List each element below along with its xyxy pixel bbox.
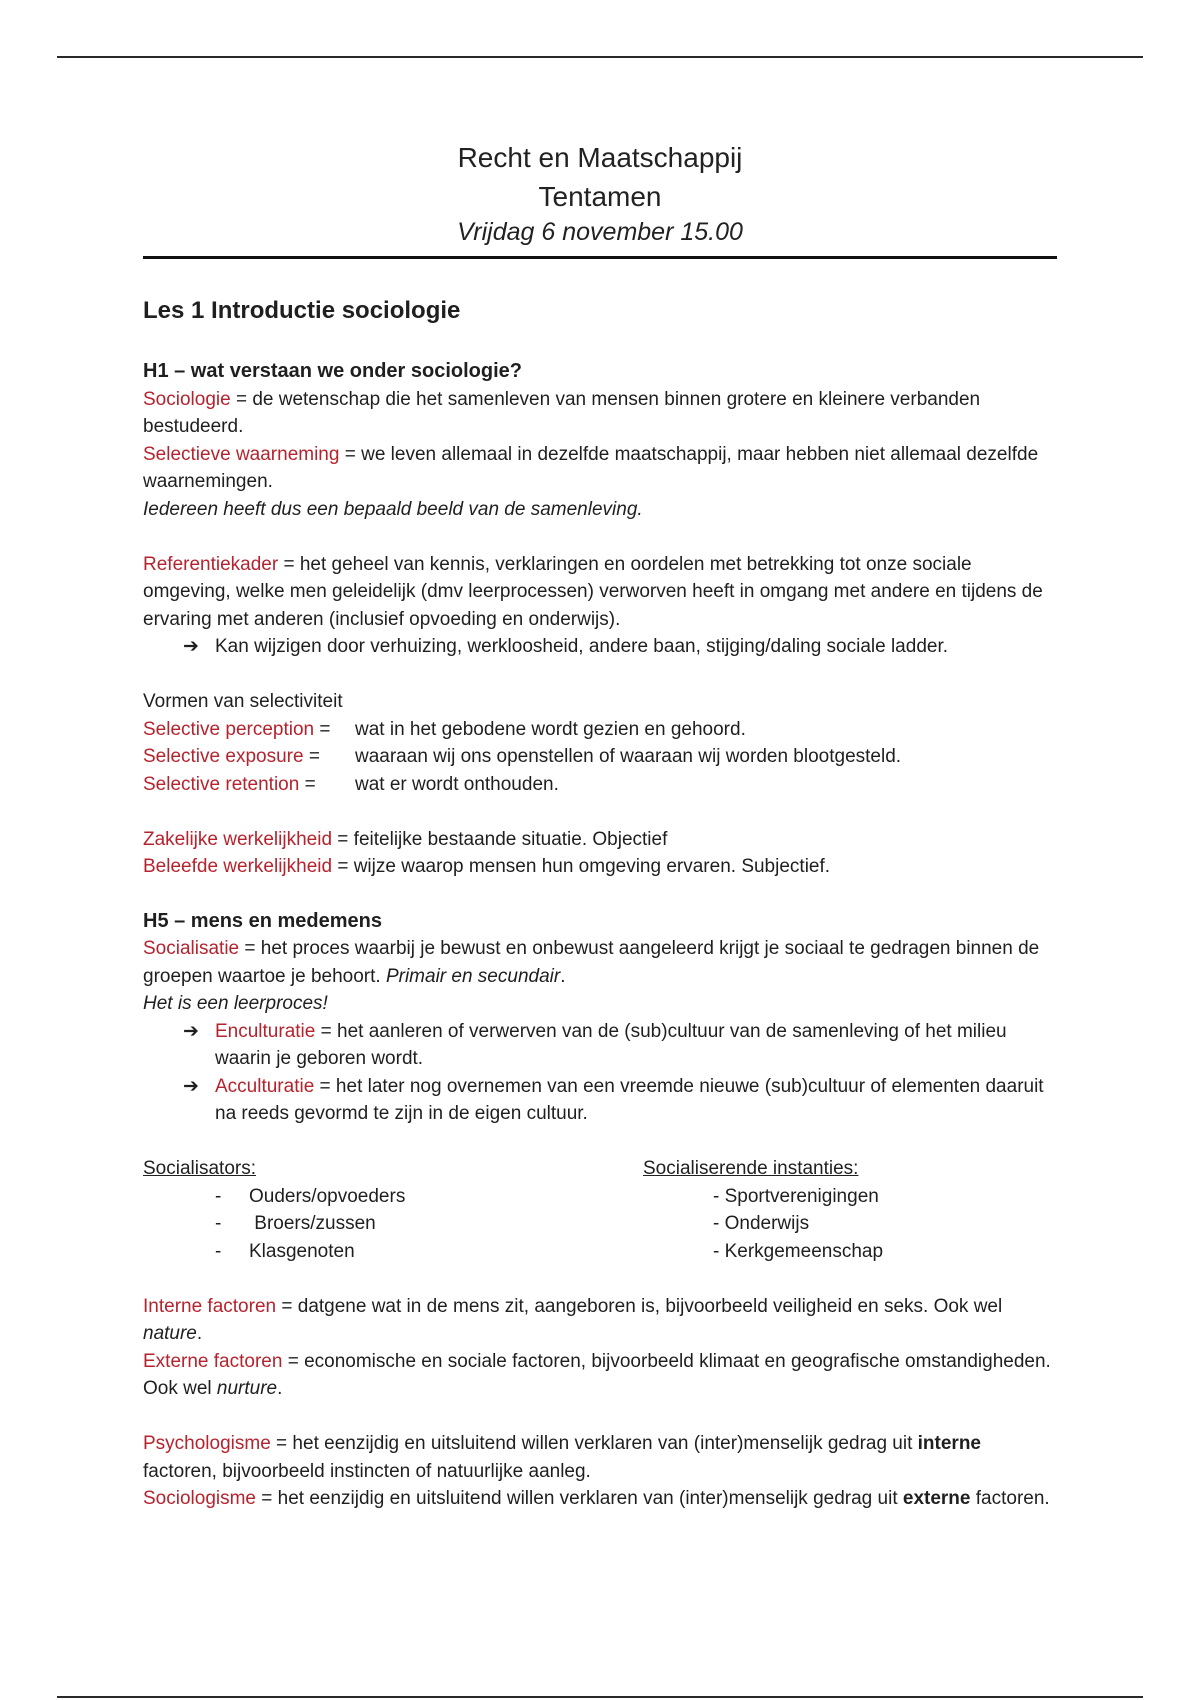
equals-sign: = (303, 746, 331, 767)
term-label: Sociologie (143, 388, 231, 410)
document-subtitle: Tentamen (538, 181, 662, 212)
exam-date: Vrijdag 6 november 15.00 (457, 218, 743, 246)
definition-text: = we leven allemaal in dezelfde maatschappij, maar hebben niet allemaal dezelfde waarnemingen. (143, 443, 1039, 492)
right-arrow-icon: ➔ (183, 1075, 199, 1097)
definition-socialisatie: Socialisatie = het proces waarbij je bewust en onbewust aangeleerd krijgt je sociaal te gedragen binnen de groepen waartoe je behoort. Primair en secundair. (143, 938, 1040, 987)
term-label: Selective retention (143, 773, 300, 795)
definition-text: = het eenzijdig en uitsluitend willen verklaren van (inter)menselijk gedrag uit (256, 1488, 903, 1509)
definition-text: wat er wordt onthouden. (355, 773, 559, 795)
socialisation-columns (143, 1155, 1057, 1265)
selective-exposure-row (143, 743, 1057, 771)
note-text: Het is een leerproces! (143, 993, 328, 1014)
list-item: - Klasgenoten (215, 1240, 355, 1262)
arrow-bullet-acculturatie (143, 1073, 1057, 1128)
note-text: Iedereen heeft dus een bepaald beeld van de samenleving. (143, 498, 643, 520)
title-block (143, 138, 1057, 259)
definition-text: = de wetenschap die het samenleven van mensen binnen grotere en kleinere verbanden bestudeerd. (143, 388, 981, 437)
document-title: Recht en Maatschappij (457, 142, 743, 173)
definition-sociologisme: Sociologisme = het eenzijdig en uitsluitend willen verklaren van (inter)menselijk gedrag uit externe factoren. (143, 1488, 1050, 1509)
definition-externe-factoren: Externe factoren = economische en sociale factoren, bijvoorbeeld klimaat en geografische omstandigheden. Ook wel nurture. (143, 1350, 1051, 1399)
definition-sociologie (143, 386, 1057, 441)
title-underline (143, 256, 1057, 259)
term-label: Referentiekader (143, 553, 279, 575)
definition-beleefde-werkelijkheid (143, 853, 1057, 881)
definition-text: waaraan wij ons openstellen of waaraan wij worden blootgesteld. (355, 746, 902, 767)
definition-psychologisme: Psychologisme = het eenzijdig en uitsluitend willen verklaren van (inter)menselijk gedrag uit interne factoren, bijvoorbeeld instincten of natuurlijke aanleg. (143, 1433, 982, 1482)
list-item: - Ouders/opvoeders (215, 1185, 406, 1207)
definition-text: = het geheel van kennis, verklaringen en oordelen met betrekking tot onze sociale omgeving, welke men geleidelijk (dmv leerprocessen) verworven heeft in omgang met andere en tijdens de ervaring met anderen (inclusief opvoeding en onderwijs). (143, 553, 1043, 630)
term-label: Socialisatie (143, 938, 240, 959)
term-label: Enculturatie (215, 1020, 316, 1042)
term-label: Psychologisme (143, 1433, 271, 1454)
definition-text: = feitelijke bestaande situatie. Objectief (332, 828, 668, 850)
note-beeld (143, 496, 1057, 524)
socialisators-title: Socialisators: (143, 1158, 256, 1179)
bullet-text: Kan wijzigen door verhuizing, werkloosheid, andere baan, stijging/daling sociale ladder. (215, 636, 949, 657)
lesson-heading: Les 1 Introductie sociologie (143, 297, 461, 324)
arrow-bullet-enculturatie (143, 1018, 1057, 1073)
definition-selectieve-waarneming (143, 441, 1057, 496)
italic-text: Primair en secundair (385, 965, 561, 987)
term-label: Externe factoren (143, 1350, 283, 1372)
socialisators-column (143, 1155, 643, 1265)
term-label: Interne factoren (143, 1295, 277, 1317)
definition-text: = het proces waarbij je bewust en onbewust aangeleerd krijgt je sociaal te gedragen binnen de groepen waartoe je behoort. (143, 938, 1040, 987)
right-arrow-icon: ➔ (183, 1020, 199, 1042)
list-item: - Kerkgemeenschap (713, 1240, 884, 1262)
equals-sign: = (314, 718, 342, 740)
definition-interne-factoren: Interne factoren = datgene wat in de mens zit, aangeboren is, bijvoorbeeld veiligheid en seks. Ook wel nature. (143, 1295, 1003, 1344)
arrow-bullet (143, 633, 1057, 661)
term-label: Selectieve waarneming (143, 443, 340, 465)
definition-zakelijke-werkelijkheid (143, 826, 1057, 854)
definition-text: wat in het gebodene wordt gezien en gehoord. (355, 718, 746, 740)
definition-text: = het eenzijdig en uitsluitend willen verklaren van (inter)menselijk gedrag uit (270, 1433, 918, 1454)
page-bottom-rule (57, 1696, 1143, 1698)
definition-referentiekader (143, 551, 1057, 634)
term-label: Acculturatie (215, 1075, 315, 1097)
term-label: Selective exposure (143, 746, 304, 767)
page-top-rule (57, 56, 1143, 58)
selective-perception-row (143, 716, 1057, 744)
definition-text: = datgene wat in de mens zit, aangeboren is, bijvoorbeeld veiligheid en seks. Ook wel (276, 1295, 1003, 1317)
definition-text: = het aanleren of verwerven van de (sub)cultuur van de samenleving of het milieu waarin je geboren wordt. (215, 1020, 1007, 1069)
list-item: - Onderwijs (713, 1213, 810, 1234)
note-leerproces (143, 990, 1057, 1018)
definition-text: = het later nog overnemen van een vreemde nieuwe (sub)cultuur of elementen daaruit na reeds gevormd te zijn in de eigen cultuur. (215, 1075, 1044, 1124)
document-body (143, 138, 1057, 1513)
list-item: - Sportverenigingen (713, 1185, 879, 1207)
instanties-title: Socialiserende instanties: (643, 1158, 859, 1179)
selective-retention-row (143, 771, 1057, 799)
definition-text: = economische en sociale factoren, bijvoorbeeld klimaat en geografische omstandigheden. Ook wel (143, 1350, 1051, 1399)
instanties-column (643, 1155, 1057, 1265)
equals-sign: = (299, 773, 327, 795)
term-label: Zakelijke werkelijkheid (143, 828, 333, 850)
list-item: - Broers/zussen (215, 1213, 376, 1234)
selectiviteit-title: Vormen van selectiviteit (143, 691, 343, 712)
chapter-heading-h1: H1 – wat verstaan we onder sociologie? (143, 360, 523, 382)
right-arrow-icon: ➔ (183, 636, 199, 657)
term-label: Sociologisme (143, 1488, 256, 1509)
chapter-heading-h5: H5 – mens en medemens (143, 909, 382, 932)
term-label: Selective perception (143, 718, 315, 740)
term-label: Beleefde werkelijkheid (143, 856, 333, 877)
definition-text: = wijze waarop mensen hun omgeving ervaren. Subjectief. (332, 856, 831, 877)
